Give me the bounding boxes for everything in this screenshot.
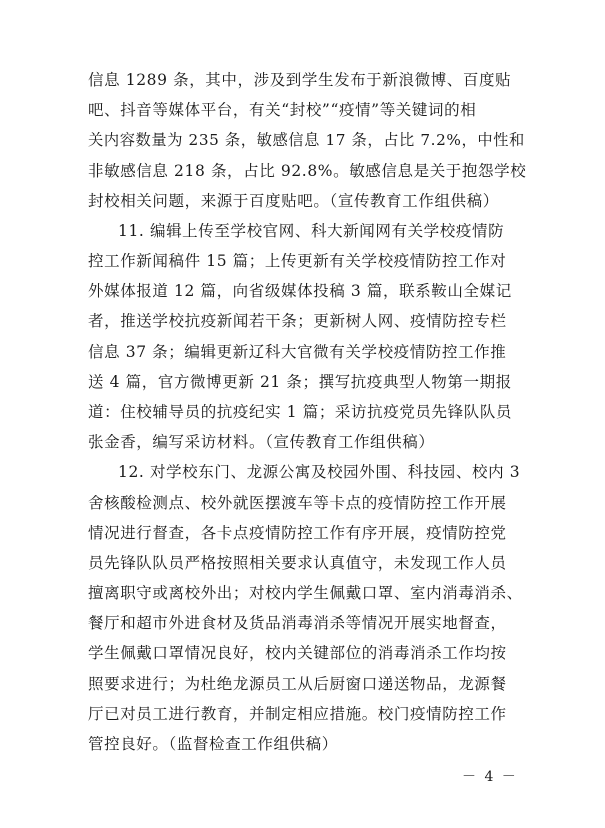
text-line: 餐厅和超市外进食材及货品消毒消杀等情况开展实地督查， [88, 614, 507, 632]
text-line: 外媒体报道 12 篇，向省级媒体投稿 3 篇，联系鞍山全媒记 [88, 282, 512, 300]
text-line: 员先锋队队员严格按照相关要求认真值守，未发现工作人员 [88, 554, 507, 572]
text-line: 关内容数量为 235 条，敏感信息 17 条，占比 7.2%，中性和 [88, 131, 525, 149]
text-line: 道：住校辅导员的抗疫纪实 1 篇；采访抗疫党员先锋队队员 [88, 403, 513, 421]
text-line: 11. 编辑上传至学校官网、科大新闻网有关学校疫情防 [118, 222, 505, 240]
text-line: 吧、抖音等媒体平台，有关“封校”“疫情”等关键词的相 [88, 101, 477, 119]
text-line: 管控良好。（监督检查工作组供稿） [88, 735, 338, 753]
page-number: － 4 － [462, 769, 518, 785]
text-line: 送 4 篇，官方微博更新 21 条；撰写抗疫典型人物第一期报 [88, 373, 512, 391]
text-line: 厅已对员工进行教育，并制定相应措施。校门疫情防控工作 [88, 705, 507, 723]
text-line: 学生佩戴口罩情况良好，校内关键部位的消毒消杀工作均按 [88, 644, 507, 662]
text-line: 控工作新闻稿件 15 篇；上传更新有关学校疫情防控工作对 [88, 252, 507, 270]
text-line: 信息 1289 条，其中，涉及到学生发布于新浪微博、百度贴 [88, 71, 512, 89]
text-line: 照要求进行；为杜绝龙源员工从后厨窗口递送物品，龙源餐 [88, 675, 507, 693]
text-line: 封校相关问题，来源于百度贴吧。（宣传教育工作组供稿） [88, 192, 499, 210]
text-line: 非敏感信息 218 条，占比 92.8%。敏感信息是关于抱怨学校 [88, 162, 527, 180]
text-line: 舍核酸检测点、校外就医摆渡车等卡点的疫情防控工作开展 [88, 494, 507, 512]
text-line: 者，推送学校抗疫新闻若干条；更新树人网、疫情防控专栏 [88, 312, 507, 330]
text-line: 信息 37 条；编辑更新辽科大官微有关学校疫情防控工作推 [88, 343, 507, 361]
text-line: 张金香，编写采访材料。（宣传教育工作组供稿） [88, 433, 435, 451]
text-line: 情况进行督查，各卡点疫情防控工作有序开展，疫情防控党 [88, 524, 507, 542]
text-line: 12. 对学校东门、龙源公寓及校园外围、科技园、校内 3 [118, 463, 521, 481]
text-line: 擅离职守或离校外出；对校内学生佩戴口罩、室内消毒消杀、 [88, 584, 523, 602]
